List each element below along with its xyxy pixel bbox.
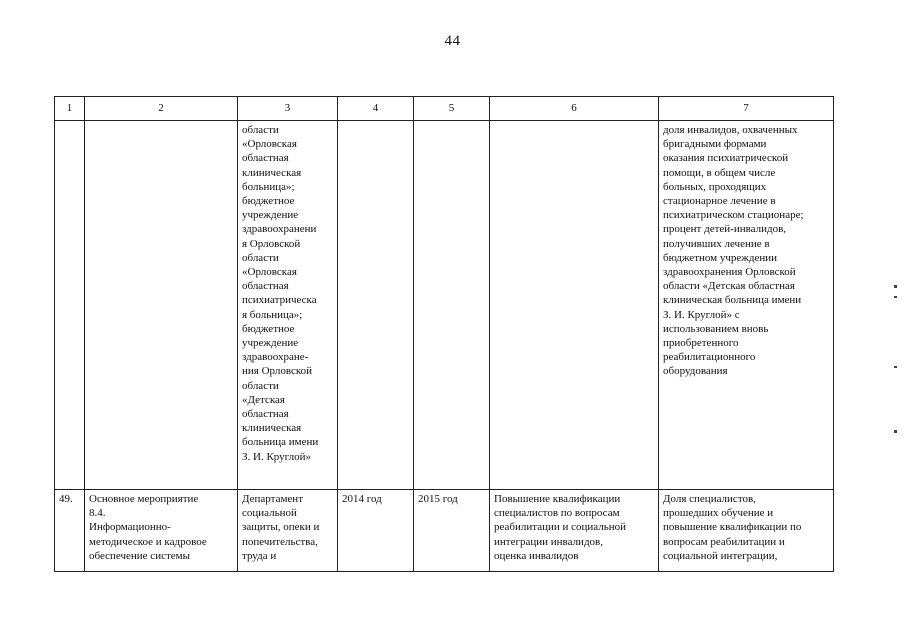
cell-number: [55, 121, 85, 490]
scan-edge-mark: [894, 430, 897, 433]
header-col-3: 3: [238, 97, 338, 121]
cell-executor: Департамент социальной защиты, опеки и попечительства, труда и: [238, 490, 338, 572]
scan-edge-mark: [894, 366, 897, 368]
header-col-2: 2: [85, 97, 238, 121]
cell-expected-result: Повышение квалификации специалистов по вопросам реабилитации и социальной интеграции инвалидов, оценка инвалидов: [490, 490, 659, 572]
page-number: 44: [444, 33, 461, 49]
header-col-7: 7: [659, 97, 834, 121]
document-table: [54, 96, 834, 572]
cell-end-year: [414, 121, 490, 490]
cell-end-year: 2015 год: [414, 490, 490, 572]
table-header-row: [55, 97, 834, 121]
cell-indicator: доля инвалидов, охваченных бригадными формами оказания психиатрической помощи, в общем числе больных, проходящих стационарное лечение в психиатрическом стационаре; процент детей-инвалидов, получивших лечение в бюджетном учреждении здравоохранения Орловской области «Детская областная клиническая больница имени З. И. Круглой» с использованием вновь приобретенного реабилитационного оборудования: [659, 121, 834, 490]
table-row-49: [55, 490, 834, 572]
cell-measure: [85, 121, 238, 490]
scan-edge-mark: [894, 296, 897, 298]
table-row-continuation: [55, 121, 834, 490]
cell-number: 49.: [55, 490, 85, 572]
cell-start-year: [338, 121, 414, 490]
scan-edge-mark: [894, 285, 897, 288]
header-col-4: 4: [338, 97, 414, 121]
header-col-1: 1: [55, 97, 85, 121]
cell-expected-result: [490, 121, 659, 490]
header-col-6: 6: [490, 97, 659, 121]
header-col-5: 5: [414, 97, 490, 121]
cell-indicator: Доля специалистов, прошедших обучение и повышение квалификации по вопросам реабилитации и социальной интеграции,: [659, 490, 834, 572]
cell-start-year: 2014 год: [338, 490, 414, 572]
cell-executor: области «Орловская областная клиническая больница»; бюджетное учреждение здравоохранени я Орловской области «Орловская областная психиатрическа я больница»; бюджетное учреждение здравоохране- ния Орловской области «Детская областная клиническая больница имени З. И. Круглой»: [238, 121, 338, 490]
cell-measure: Основное мероприятие 8.4. Информационно- методическое и кадровое обеспечение системы: [85, 490, 238, 572]
